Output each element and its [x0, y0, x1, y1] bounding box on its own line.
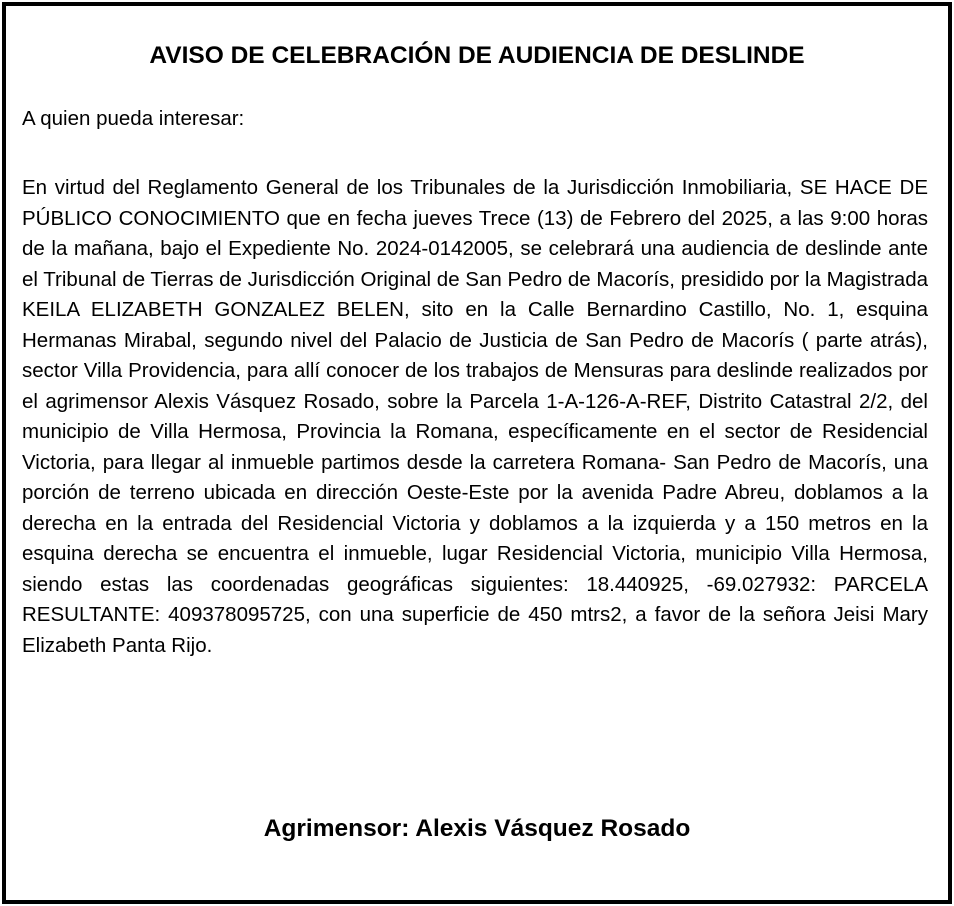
notice-body: En virtud del Reglamento General de los Tribunales de la Jurisdicción Inmobiliaria, SE HACE DE PÚBLICO CONOCIMIENTO que en fecha jueves Trece (13) de Febrero del 2025, a las 9:00 horas de la mañana, bajo el Expediente No. 2024-0142005, se celebrará una audiencia de deslinde ante el Tribunal de Tierras de Jurisdicción Original de San Pedro de Macorís, presidido por la Magistrada KEILA ELIZABETH GONZALEZ BELEN, sito en la Calle Bernardino Castillo, No. 1, esquina Hermanas Mirabal, segundo nivel del Palacio de Justicia de San Pedro de Macorís ( parte atrás), sector Villa Providencia, para allí conocer de los trabajos de Mensuras para deslinde realizados por el agrimensor Alexis Vásquez Rosado, sobre la Parcela 1-A-126-A-REF, Distrito Catastral 2/2, del municipio de Villa Hermosa, Provincia la Romana, específicamente en el sector de Residencial Victoria, para llegar al inmueble partimos desde la carretera Romana- San Pedro de Macorís, una porción de terreno ubicada en dirección Oeste-Este por la avenida Padre Abreu, doblamos a la derecha en la entrada del Residencial Victoria y doblamos a la izquierda y a 150 metros en la esquina derecha se encuentra el inmueble, lugar Residencial Victoria, municipio Villa Hermosa, siendo estas las coordenadas geográficas siguientes: 18.440925, -69.027932: PARCELA RESULTANTE: 409378095725, con una superficie de 450 mtrs2, a favor de la señora Jeisi Mary Elizabeth Panta Rijo.: [22, 176, 928, 657]
greeting: A quien pueda interesar:: [22, 107, 245, 130]
signature: Agrimensor: Alexis Vásquez Rosado: [263, 815, 691, 842]
notice-title: AVISO DE CELEBRACIÓN DE AUDIENCIA DE DESLINDE: [149, 42, 805, 69]
notice-box: [2, 2, 952, 904]
